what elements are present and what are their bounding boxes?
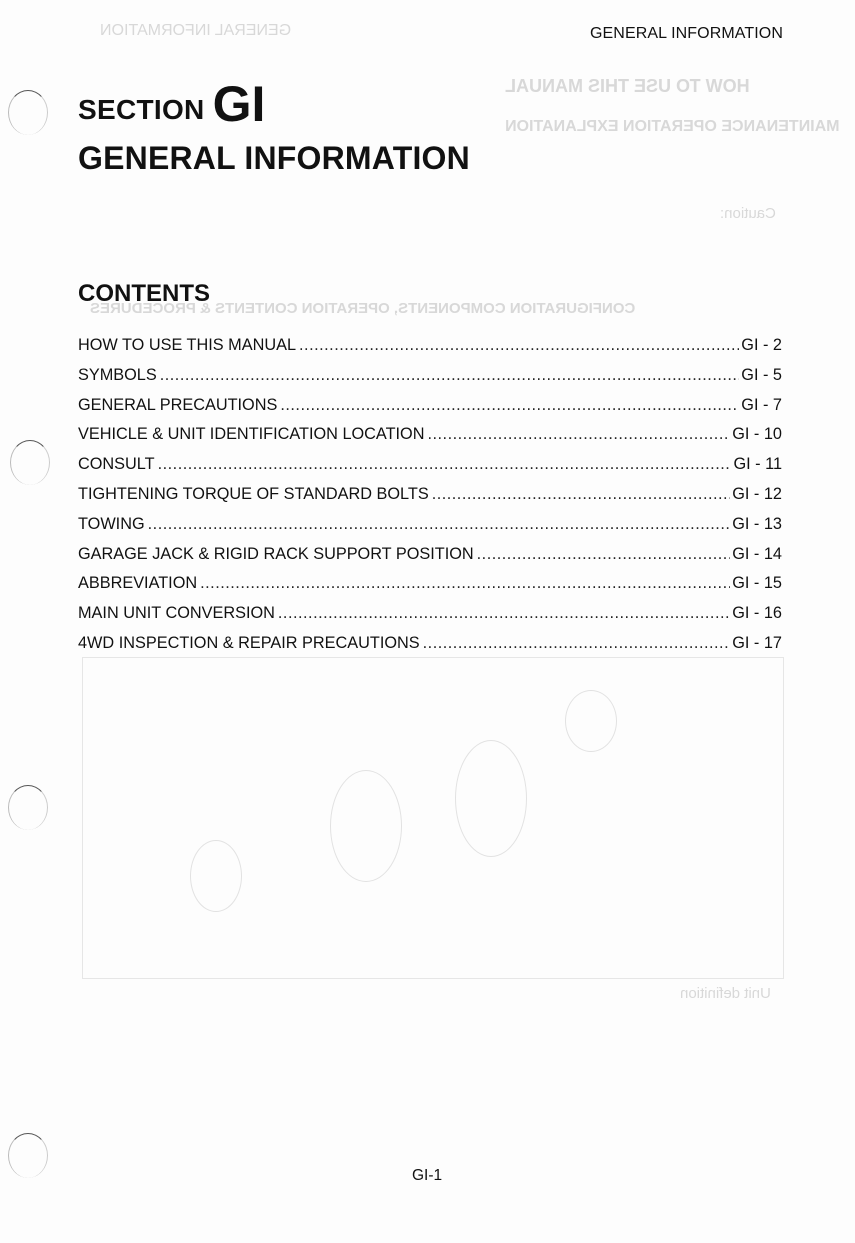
running-head: GENERAL INFORMATION	[589, 25, 783, 42]
toc-entry-consult[interactable]	[78, 455, 782, 485]
toc-entry-title: TOWING	[78, 514, 145, 533]
toc-entry-title: SYMBOLS	[78, 365, 157, 384]
toc-entry-page: GI - 11	[733, 455, 782, 474]
show-through-diagram-part	[565, 690, 617, 752]
show-through-subheading-2: CONFIGURATION COMPONENTS, OPERATION CONTENTS & PROCEDURES	[90, 300, 636, 317]
toc-entry-title: TIGHTENING TORQUE OF STANDARD BOLTS	[78, 484, 429, 503]
table-of-contents	[78, 336, 782, 664]
toc-entry-tightening-torque[interactable]	[78, 485, 782, 515]
toc-entry-page: GI - 5	[741, 365, 782, 384]
show-through-diagram-part	[330, 770, 402, 882]
toc-entry-page: GI - 12	[732, 484, 782, 503]
page-number: GI-1	[412, 1167, 443, 1184]
toc-entry-title: GARAGE JACK & RIGID RACK SUPPORT POSITION	[78, 544, 474, 563]
hole-punch-mark	[8, 90, 48, 135]
toc-entry-page: GI - 13	[732, 514, 782, 533]
toc-dot-leader	[432, 485, 731, 504]
toc-entry-general-precautions[interactable]	[78, 396, 782, 426]
toc-entry-garage-jack[interactable]	[78, 545, 782, 575]
toc-entry-page: GI - 17	[732, 633, 782, 652]
toc-dot-leader	[200, 574, 730, 593]
toc-entry-page: GI - 10	[732, 425, 782, 444]
toc-dot-leader	[148, 515, 731, 534]
toc-entry-title: MAIN UNIT CONVERSION	[78, 604, 275, 623]
toc-entry-title: HOW TO USE THIS MANUAL	[78, 336, 297, 354]
show-through-diagram-part	[455, 740, 527, 857]
section-label: SECTION	[78, 94, 205, 125]
toc-entry-page: GI - 2	[741, 336, 782, 354]
toc-entry-how-to-use-this-manual[interactable]	[78, 336, 782, 366]
toc-entry-4wd-inspection[interactable]	[78, 634, 782, 664]
toc-dot-leader	[160, 366, 740, 385]
toc-entry-page: GI - 16	[732, 604, 782, 623]
hole-punch-mark	[8, 785, 48, 830]
hole-punch-mark	[10, 440, 50, 485]
show-through-running-head: GENERAL INFORMATION	[100, 22, 292, 39]
toc-dot-leader	[158, 455, 732, 474]
toc-entry-page: GI - 7	[741, 395, 782, 414]
toc-dot-leader	[280, 396, 739, 415]
toc-entry-vehicle-unit-identification[interactable]	[78, 425, 782, 455]
toc-entry-title: VEHICLE & UNIT IDENTIFICATION LOCATION	[78, 425, 425, 444]
section-heading	[78, 76, 266, 132]
toc-entry-title: GENERAL PRECAUTIONS	[78, 395, 278, 414]
show-through-unit-definition: Unit definition	[680, 985, 771, 1002]
toc-entry-page: GI - 14	[732, 544, 782, 563]
show-through-diagram-part	[190, 840, 242, 912]
section-title: GENERAL INFORMATION	[78, 140, 470, 176]
toc-dot-leader	[423, 634, 731, 653]
toc-entry-abbreviation[interactable]	[78, 574, 782, 604]
section-code: GI	[212, 76, 266, 132]
show-through-subheading: MAINTENANCE OPERATION EXPLANATION	[505, 118, 840, 135]
show-through-diagram-frame	[82, 657, 784, 979]
toc-entry-title: 4WD INSPECTION & REPAIR PRECAUTIONS	[78, 633, 420, 652]
toc-dot-leader	[299, 336, 739, 355]
toc-dot-leader	[477, 545, 731, 564]
show-through-caution: Caution:	[720, 205, 776, 222]
toc-entry-title: CONSULT	[78, 455, 155, 474]
hole-punch-mark	[8, 1133, 48, 1178]
toc-entry-title: ABBREVIATION	[78, 574, 198, 593]
show-through-heading: HOW TO USE THIS MANUAL	[505, 76, 750, 96]
contents-heading: CONTENTS	[78, 280, 210, 307]
toc-entry-symbols[interactable]	[78, 366, 782, 396]
toc-dot-leader	[278, 604, 730, 623]
toc-entry-main-unit-conversion[interactable]	[78, 604, 782, 634]
toc-dot-leader	[427, 425, 730, 444]
toc-entry-towing[interactable]	[78, 515, 782, 545]
toc-entry-page: GI - 15	[732, 574, 782, 593]
